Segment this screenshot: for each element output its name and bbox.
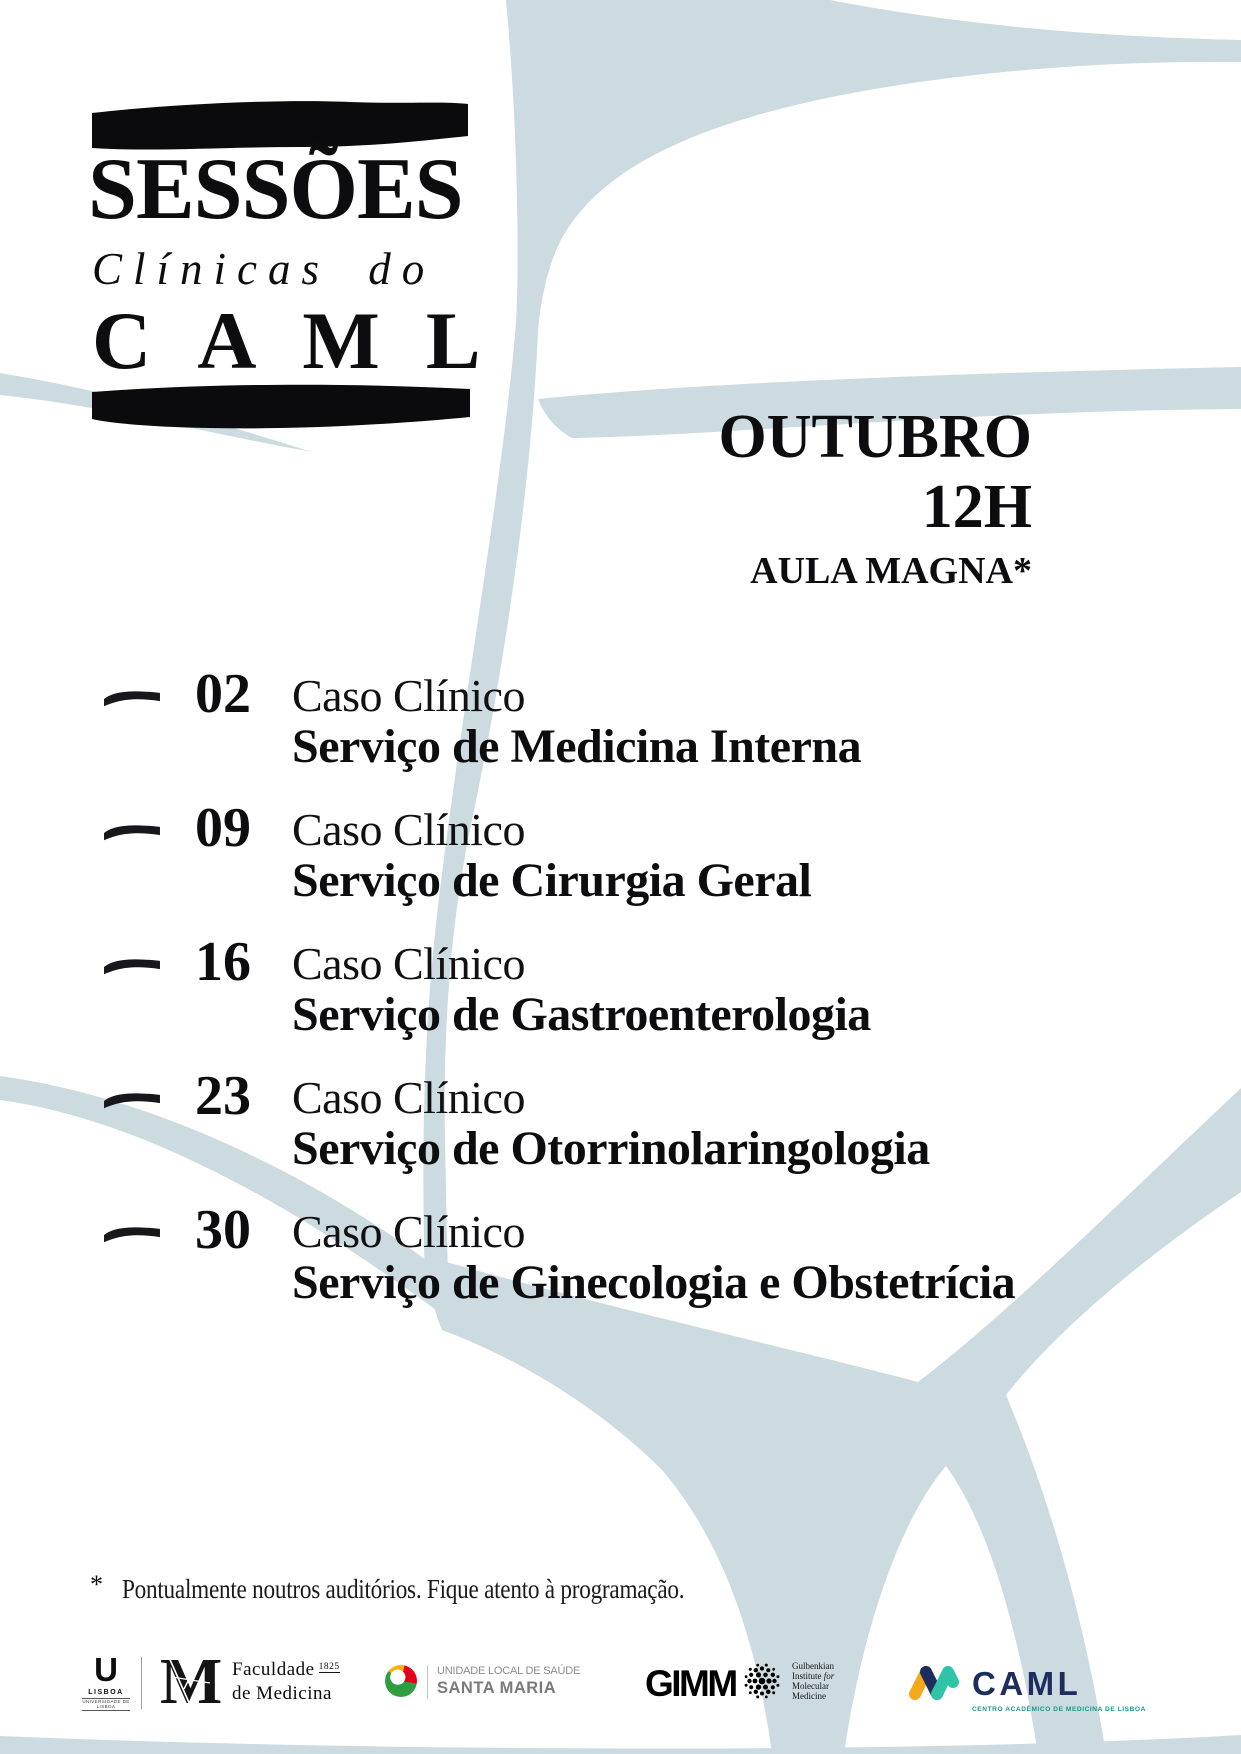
ulisboa-u-glyph: U [94, 1651, 118, 1688]
caml-caption: CENTRO ACADÉMICO DE MEDICINA DE LISBOA [972, 1706, 1146, 1713]
svg-text:M: M [160, 1649, 222, 1713]
event-time: 12H [921, 473, 1032, 541]
poster-title-line2: Clínicas do [92, 244, 436, 294]
uls-line1: UNIDADE LOCAL DE SAÚDE [437, 1665, 581, 1677]
event-venue: AULA MAGNA* [750, 550, 1032, 592]
session-row [0, 1201, 1241, 1321]
dash-bullet-icon [103, 955, 161, 977]
dash-bullet-icon [103, 687, 161, 709]
session-row [0, 665, 1241, 785]
footnote-text: Pontualmente noutros auditórios. Fique atento à programação. [122, 1574, 685, 1604]
gimm-line2 [792, 1671, 834, 1681]
session-type: Caso Clínico [292, 938, 525, 989]
gimm-institute-text [792, 1661, 834, 1701]
session-row [0, 1067, 1241, 1187]
ulisboa-logo [82, 1653, 130, 1711]
session-day: 02 [195, 663, 251, 725]
session-type: Caso Clínico [292, 1206, 525, 1257]
fmul-m-monogram-icon [158, 1649, 222, 1713]
gimm-line1: Gulbenkian [792, 1661, 834, 1671]
session-type: Caso Clínico [292, 1072, 525, 1123]
poster-title-line1: SESSÕES [88, 141, 463, 238]
fmul-logo [158, 1649, 222, 1718]
footnote-marker: * [90, 1570, 103, 1599]
dash-bullet-icon [103, 1223, 161, 1245]
session-day: 23 [195, 1065, 251, 1127]
gimm-line3: Molecular [792, 1681, 829, 1691]
poster-title-line3: CAML [92, 295, 527, 386]
session-service: Serviço de Cirurgia Geral [292, 854, 812, 907]
gimm-institute-word: Institute [792, 1671, 824, 1681]
session-service: Serviço de Ginecologia e Obstetrícia [292, 1256, 1016, 1309]
session-service: Serviço de Medicina Interna [292, 720, 862, 773]
uls-santa-maria-sphere-icon [385, 1665, 417, 1697]
gimm-line4: Medicine [792, 1691, 826, 1701]
session-service: Serviço de Otorrinolaringologia [292, 1122, 930, 1175]
event-datetime-block [719, 402, 1032, 596]
session-service: Serviço de Gastroenterologia [292, 988, 871, 1041]
uls-divider [427, 1665, 428, 1699]
ulisboa-subtext: UNIVERSIDADE DE LISBOA [82, 1698, 130, 1711]
fmul-line1 [232, 1659, 340, 1681]
caml-wordmark: CAML [972, 1665, 1082, 1702]
gimm-dot-cluster-icon [740, 1659, 784, 1703]
footer-logos [0, 1645, 1241, 1750]
gimm-for-word: for [823, 1671, 835, 1681]
session-type: Caso Clínico [292, 804, 525, 855]
fmul-text [232, 1659, 340, 1705]
session-day: 09 [195, 797, 251, 859]
fmul-faculdade-label: Faculdade [232, 1659, 315, 1680]
uls-line2: SANTA MARIA [437, 1679, 557, 1697]
session-row [0, 933, 1241, 1053]
dash-bullet-icon [103, 1089, 161, 1111]
fmul-year: 1825 [318, 1662, 340, 1672]
ulisboa-label: LISBOA [88, 1689, 124, 1696]
session-row [0, 799, 1241, 919]
caml-m-mark-icon [903, 1661, 965, 1705]
fmul-line2: de Medicina [232, 1683, 332, 1704]
session-day: 16 [195, 931, 251, 993]
caml-logo-text [972, 1665, 1146, 1713]
session-day: 30 [195, 1199, 251, 1261]
dash-bullet-icon [103, 821, 161, 843]
session-type: Caso Clínico [292, 670, 525, 721]
uls-text [437, 1665, 580, 1698]
footer-divider [141, 1657, 142, 1709]
event-month: OUTUBRO [718, 403, 1032, 471]
gimm-wordmark: GIMM [645, 1663, 736, 1704]
